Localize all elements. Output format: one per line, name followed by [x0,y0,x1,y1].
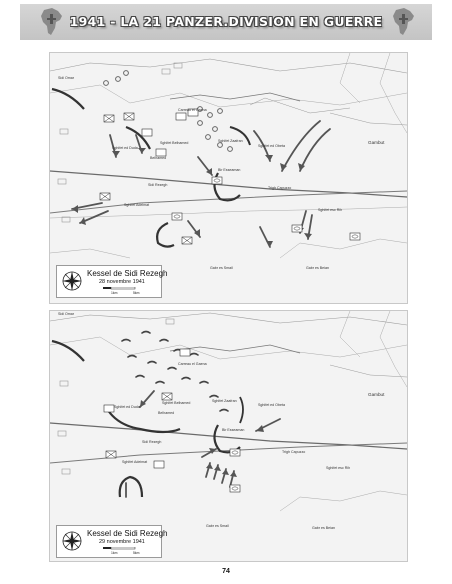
label-sghifet-rih: Sghifet esc Rih [326,466,351,470]
label-bir-esseaman: Bir Esseaman [218,168,241,172]
label-sghifet-obeta: Sghifet ed Obeta [258,144,285,148]
label-trigh-capuzzo: Trigh Capuzzo [282,450,306,454]
label-sidi-rezegh: Sidi Rezegh [142,440,162,444]
label-gabr-beian: Gabr es Beian [306,266,329,270]
page-number: 74 [222,568,230,575]
label-gambut: Gambut [368,392,385,397]
label-bir-esseaman: Bir Esseaman [222,428,245,432]
legend-title: Kessel de Sidi Rezegh [87,529,168,538]
label-carreau-gaena: Carreau el Gaena [178,362,207,366]
scale-label-1: 1km [111,291,118,295]
scale-label-2: 5km [133,551,140,555]
page-header [20,4,432,40]
africa-map-icon-right [390,6,418,38]
label-sghifet-duda: Sghifet ed Duda [112,146,138,150]
label-gabr-smail: Gabr es Smail [210,266,233,270]
label-sghifet-zaafran: Sghifet Zaafran [218,139,243,143]
label-sghifet-rih: Sghifet esc Rih [318,208,343,212]
label-sghifet-adeimat: Sghifet Adeimat [124,203,150,207]
scale-bar [103,547,140,555]
label-sghifet-duda: Sghifet ed Duda [114,405,140,409]
label-trigh-capuzzo: Trigh Capuzzo [268,186,292,190]
label-gabr-smail: Gabr es Smail [206,524,229,528]
label-sghifet-belhamed: Sghifet Belhamed [160,141,189,145]
label-sghifet-belhamed: Sghifet Belhamed [162,401,191,405]
scale-label-1: 1km [111,551,118,555]
map-legend [56,265,168,298]
label-gambut: Gambut [368,140,385,145]
map-29-november [49,310,408,562]
label-belhamed: Belhamed [150,156,167,160]
page-title: 1941 - LA 21 PANZER.DIVISION EN GUERRE [69,14,383,29]
map-legend [56,525,168,558]
label-gabr-beian: Gabr es Beian [312,526,335,530]
scale-label-2: 5km [133,291,140,295]
legend-title: Kessel de Sidi Rezegh [87,269,168,278]
label-sghifet-zaafran: Sghifet Zaafran [212,399,237,403]
label-sidi-omar: Sidi Omar [58,76,74,80]
label-carreau-gaena: Carreau el Gaena [178,108,207,112]
map-28-november [49,52,408,304]
label-sidi-rezegh: Sidi Rezegh [148,183,168,187]
label-sidi-omar: Sidi Omar [58,312,74,316]
scale-bar [103,287,140,295]
label-sghifet-adeimat: Sghifet Adeimat [122,460,148,464]
compass-rose-icon [61,530,83,552]
label-belhamed: Belhamed [158,411,175,415]
legend-date: 29 novembre 1941 [99,539,145,545]
label-sghifet-obeta: Sghifet ed Obeta [258,403,285,407]
compass-rose-icon [61,270,83,292]
legend-date: 28 novembre 1941 [99,279,145,285]
